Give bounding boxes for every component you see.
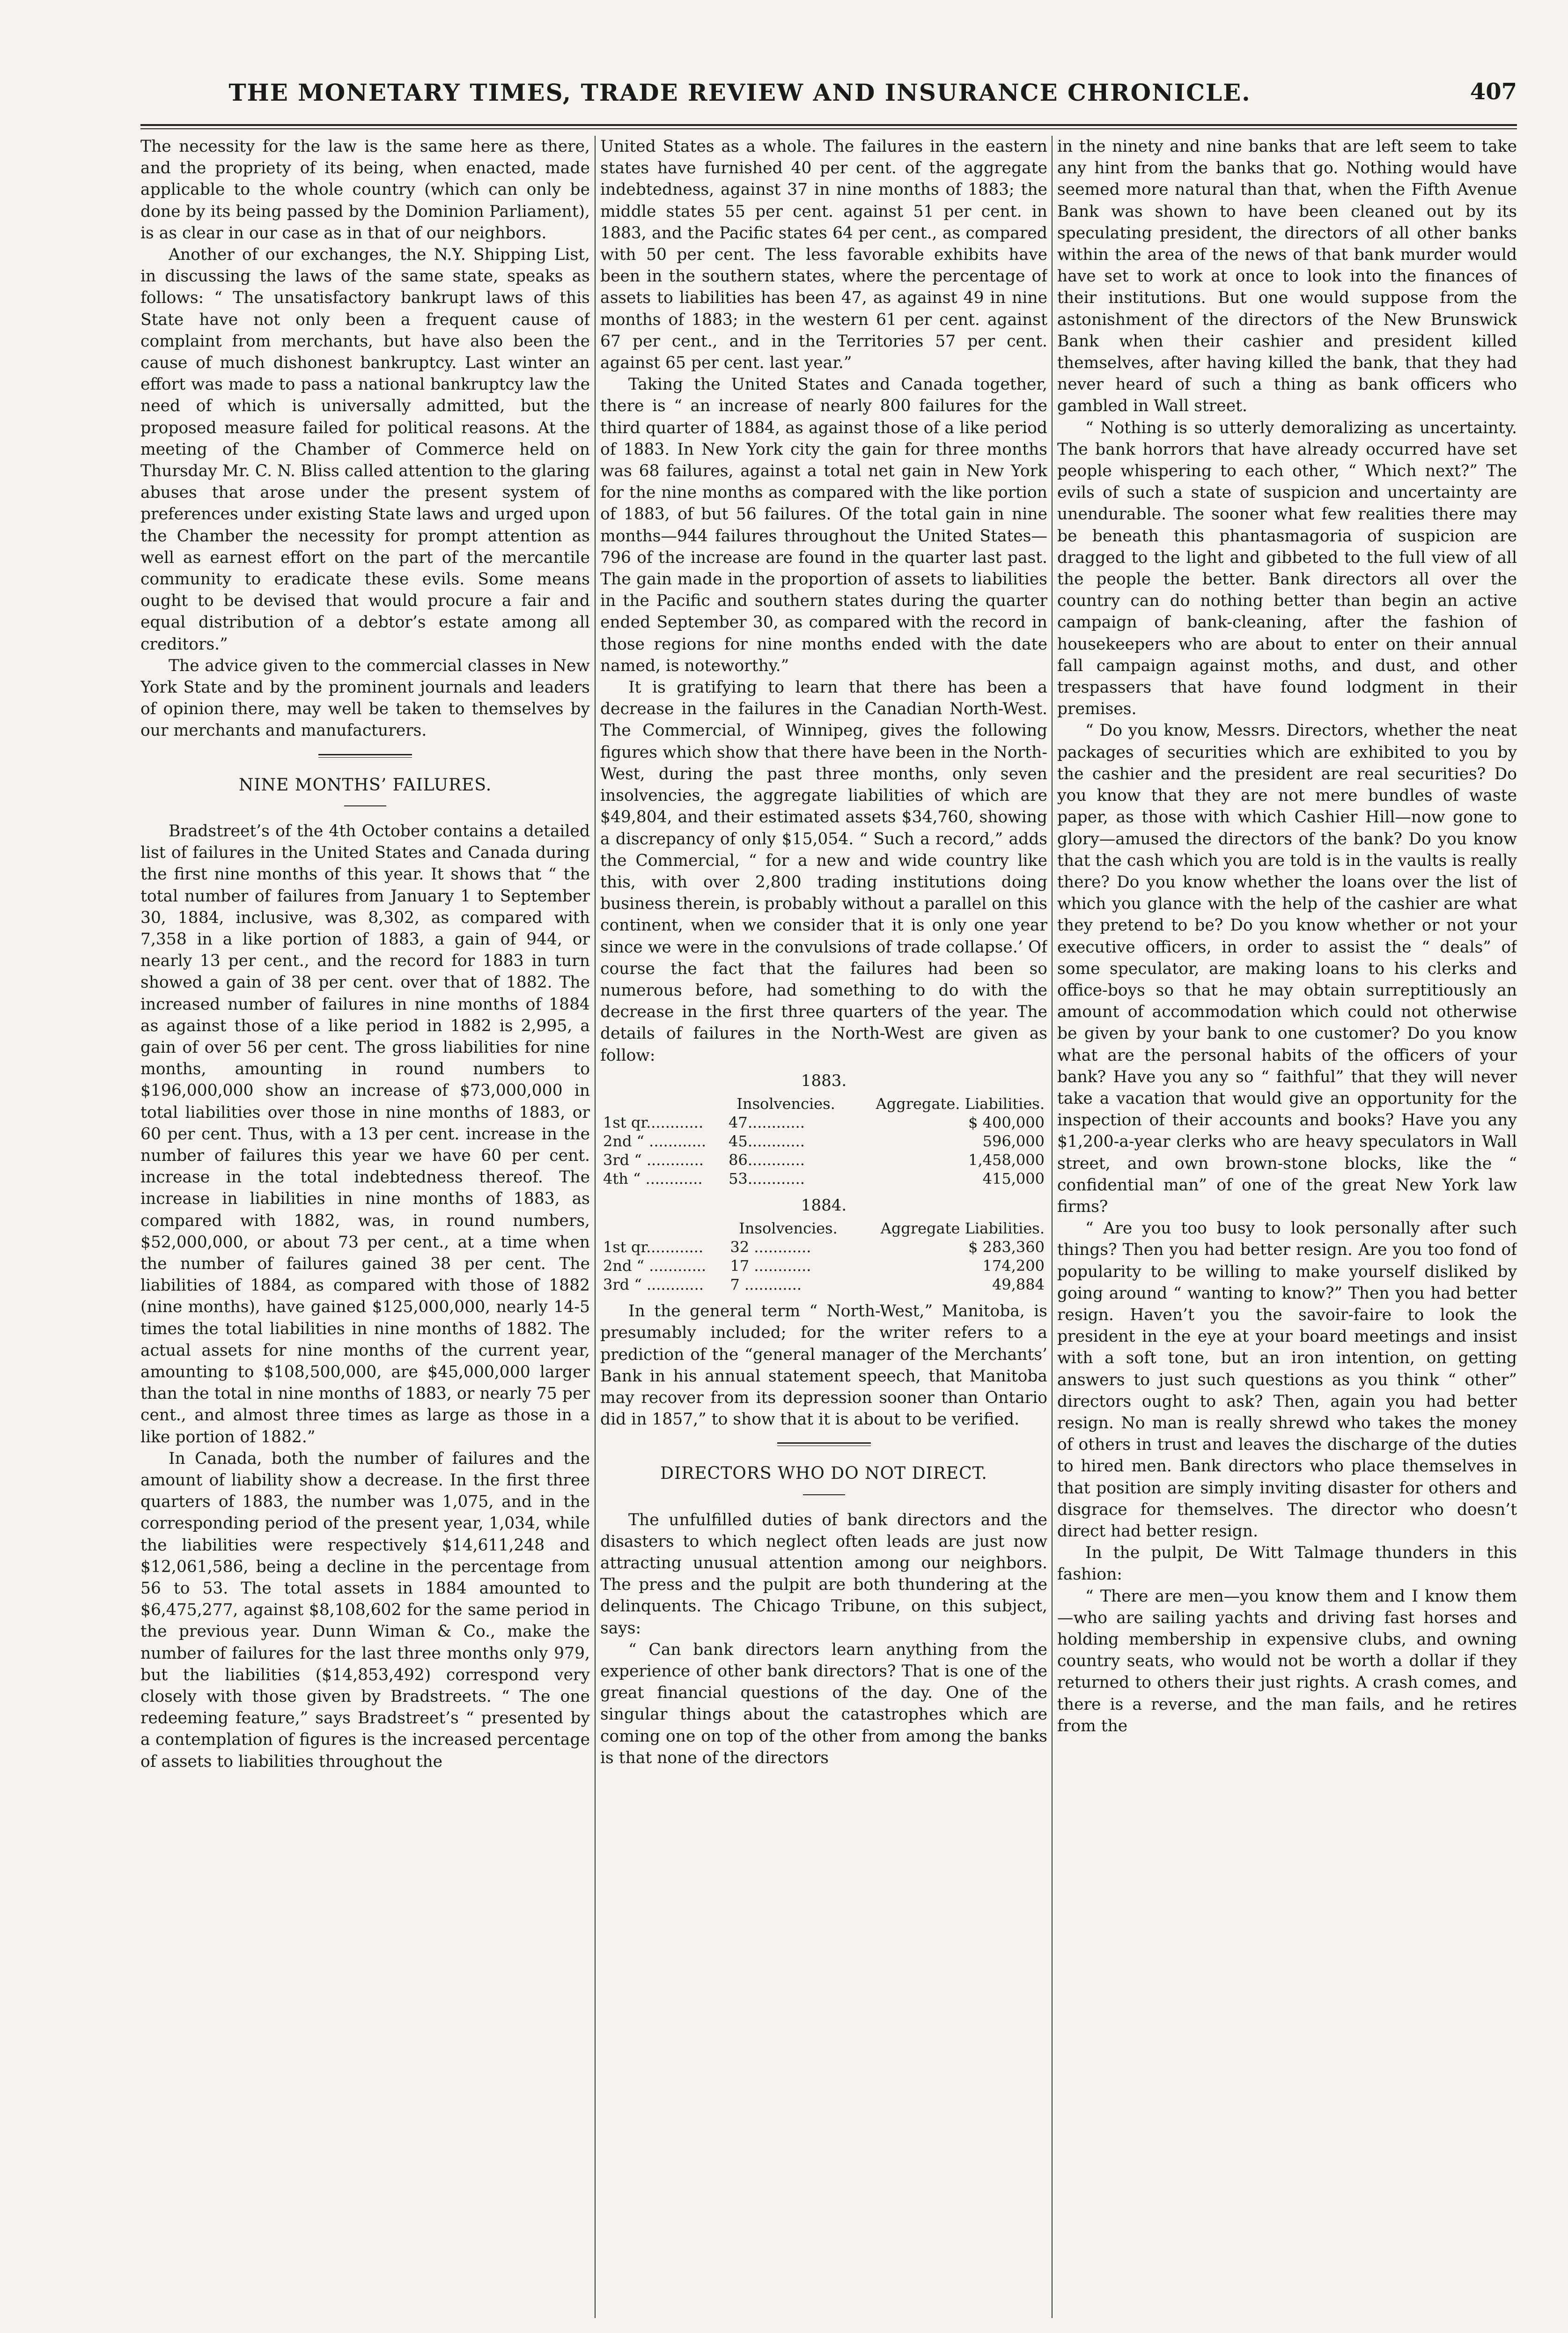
table-row [600,1169,1047,1188]
paragraph: In the pulpit, De Witt Talmage thunders in this fashion: [1057,1543,1517,1584]
column-divider [1052,136,1053,2318]
table-row [600,1275,1047,1294]
failures-table-1883 [600,1094,1047,1188]
table-cell: 17 ............ [730,1257,811,1275]
paragraph: Taking the United States and Canada together, there is “ an increase of nearly 800 failures for the third quarter of 1884, as against those of a like period of 1883. In New York city the gain for three months was 68 failures, against a total net gain in New York for the nine months as compared with the like portion of 1883, of but 56 failures. Of the total gain in nine months—944 failures throughout the United States—796 of the increase are found in the quarter last past. The gain made in the proportion of assets to liabilities in the Pacific and southern states during the quarter ended September 30, as compared with the record in those regions for nine months ended with the date named, is noteworthy.” [600,375,1047,675]
table-cell: 1st qr............ [603,1238,704,1256]
masthead-title: THE MONETARY TIMES, TRADE REVIEW AND INSURANCE CHRONICLE. [228,79,1251,106]
table-cell: 415,000 [982,1169,1045,1188]
header-rule [140,124,1517,126]
page-number: 407 [1470,79,1517,105]
paragraph: The unfulfilled duties of bank directors and the disasters to which neglect often leads are just now attracting unusual attention among our neighbors. The press and the pulpit are both thundering at the delinquents. The Chicago Tribune, on this subject, says: [600,1510,1047,1638]
table-row [600,1132,1047,1151]
paragraph: In the general term “ North-West,” Manitoba, is presumably included; for the writer refers to a prediction of the “general manager of the Merchants’ Bank in his annual statement speech, that Manitoba may recover from its depression sooner than Ontario did in 1857,” to show that it is about to be verified. [600,1302,1047,1429]
table-header: Aggregate. Liabilities. [876,1094,1045,1113]
table-cell: 45............ [729,1132,805,1150]
table-header: Aggregate Liabilities. [880,1219,1045,1238]
paragraph: in the ninety and nine banks that are left seem to take any hint from the banks that go. Nothing would have seemed more natural than that, when the Fifth Avenue Bank was shown to have been cleaned out by its speculating president, the directors of all other banks within the area of the news of that bank murder would have set to work at once to look into the finances of their institutions. But one would suppose from the astonishment of the directors of the New Brunswick Bank when their cashier and president killed themselves, after having killed the bank, that they had never heard of such a thing as bank officers who gambled in Wall street. [1057,137,1517,416]
table-cell: 2nd “ ............ [603,1132,707,1150]
paragraph: “ There are men—you know them and I know them—who are sailing yachts and driving fast horses and holding membership in expensive clubs, and owning country seats, who would not be worth a dollar if they returned to others their just rights. A crash comes, and there is a reverse, and the man fails, and he retires from the [1057,1587,1517,1735]
table-header: Insolvencies. [736,1094,835,1113]
section-heading: NINE MONTHS’ FAILURES. [238,775,492,795]
table-cell: 86............ [729,1151,805,1169]
table-cell: 32 ............ [730,1238,811,1256]
table-row [600,1151,1047,1169]
table-cell: 1st qr............ [603,1113,704,1131]
table-year: 1884. [801,1196,847,1215]
table-cell: $ 283,360 [968,1238,1045,1256]
paragraph: United States as a whole. The failures in the eastern states have furnished 40 per cent. of the aggregate indebtedness, against 37 in nine months of 1883; the middle states 55 per cent. against 51 per cent. in 1883, and the Pacific states 64 per cent., as compared with 50 per cent. The less favorable exhibits have been in the southern states, where the percentage of assets to liabilities has been 47, as against 49 in nine months of 1883; in the western 61 per cent. against 67 per cent., and in the Territories 57 per cent. against 65 per cent. last year.” [600,137,1047,373]
table-cell: 1,458,000 [968,1151,1045,1169]
failures-table-1884 [600,1219,1047,1294]
section-heading: DIRECTORS WHO DO NOT DIRECT. [660,1464,987,1484]
table-cell: 596,000 [982,1132,1045,1150]
table-cell: 174,200 [982,1257,1045,1275]
section-rule [777,1442,871,1446]
table-cell: 2nd “ ............ [603,1257,707,1275]
paragraph: It is gratifying to learn that there has been a decrease in the failures in the Canadian North-West. The Commercial, of Winnipeg, gives the following figures which show that there have been in the North-West, during the past three months, only seven insolvencies, the aggregate liabilities of which are $49,804, and their estimated assets $34,760, showing a discrepancy of only $15,054. “ Such a record,” adds the Commercial, “ for a new and wide country like this, with over 2,800 trading institutions doing business therein, is probably without a parallel on this continent, when we consider that it is only one year since we were in the convulsions of trade collapse.’ Of course the fact that the failures had been so numerous before, had something to do with the decrease in the first three quarters of the year. The details of failures in the North-West are given as follow: [600,678,1047,1065]
table-cell: 53............ [729,1169,805,1188]
paragraph: “ Do you know, Messrs. Directors, whether the neat packages of securities which are exhibited to you by the cashier and the president are real securities? Do you know that they are not mere bundles of waste paper, as those with which Cashier Hill—now gone to glory—amused the directors of the bank? Do you know that the cash which you are told is in the vaults is really there? Do you know whether the loans over the list of which you glance with the help of the cashier are what they pretend to be? Do you know whether or not your executive officers, in order to assist the “ deals” of some speculator, are making loans to his clerks and office-boys so that he may obtain surreptitiously an amount of accommodation which could not otherwise be given by your bank to one customer? Do you know what are the personal habits of the officers of your bank? Have you any so “ faithful” that they will never take a vacation that would give an opportunity for the inspection of their accounts and books? Have you any $1,200-a-year clerks who are heavy speculators in Wall street, and own brown-stone blocks, like the “ confidential man” of one of the great New York law firms? [1057,721,1517,1216]
table-year: 1883. [801,1071,847,1090]
heading-rule [803,1494,845,1495]
column-3 [1057,136,1517,2318]
table-cell: 3rd “ ............ [603,1276,704,1294]
table-header: Insolvencies. [739,1219,838,1238]
table-cell: 4th “ ............ [603,1169,703,1188]
paragraph: “ Nothing is so utterly demoralizing as uncertainty. The bank horrors that have already occurred have set people whispering to each other, “ Which next?” The evils of such a state of suspicion and uncertainty are unendurable. The sooner what few realities there may be beneath this phantasmagoria of suspicion are dragged to the light and gibbeted to the full view of all the people the better. Bank directors all over the country can do nothing better than begin an active campaign of bank-cleaning, after the fashion of housekeepers who are about to enter on their annual fall campaign against moths, and dust, and other trespassers that have found lodgment in their premises. [1057,418,1517,719]
page-header [140,70,1517,122]
table-cell: $ 400,000 [968,1113,1045,1131]
paragraph: The necessity for the law is the same here as there, and the propriety of its being, when enacted, made applicable to the whole country (which can only be done by its being passed by the Dominion Parliament), is as clear in our case as in that of our neighbors. [140,137,590,243]
table-cell: 7 ............ [730,1276,802,1294]
table-row [600,1238,1047,1256]
paragraph: “ Are you too busy to look personally after such things? Then you had better resign. Are you too fond of popularity to be willing to make yourself disliked by going around “ wanting to know?” Then you had better resign. Haven’t you the savoir-faire to look the president in the eye at your board meetings and insist with a soft tone, but an iron intention, on getting answers to just such questions as you think “ other” directors ought to ask? Then, again you had better resign. No man is really shrewd who takes the money of others in trust and leaves the discharge of the duties to hired men. Bank directors who place themselves in that position are simply inviting disaster for others and disgrace for themselves. The director who doesn’t direct had better resign. [1057,1219,1517,1541]
paragraph: Another of our exchanges, the N.Y. Shipping List, in discussing the laws of the same state, speaks as follows: “ The unsatisfactory bankrupt laws of this State have not only been a frequent cause of complaint from merchants, but have also been the cause of much dishonest bankruptcy. Last winter an effort was made to pass a national bankruptcy law the need of which is universally admitted, but the proposed measure failed for political reasons. At the meeting of the Chamber of Commerce held on Thursday Mr. C. N. Bliss called attention to the glaring abuses that arose under the present system of preferences under existing State laws and urged upon the Chamber the necessity for prompt attention as well as earnest effort on the part of the mercantile community to eradicate these evils. Some means ought to be devised that would procure a fair and equal distribution of a debtor’s estate among all creditors.” [140,245,590,654]
table-cell: 49,884 [992,1276,1045,1294]
heading-rule [344,805,386,806]
paragraph: “ Can bank directors learn anything from the experience of other bank directors? That is one of the great financial questions of the day. One of the singular things about the catastrophes which are coming one on top of the other from among the banks is that none of the directors [600,1640,1047,1767]
paragraph: In Canada, both the number of failures and the amount of liability show a decrease. In the first three quarters of 1883, the number was 1,075, and in the corresponding period of the present year, 1,034, while the liabilities were respectively $14,611,248 and $12,061,586, being a decline in the percentage from 56 to 53. The total assets in 1884 amounted to $6,475,277, against $8,108,602 for the same period in the previous year. Dunn Wiman & Co., make the number of failures for the last three months only 979, but the liabilities ($14,853,492) correspond very closely with those given by Bradstreets. “ The one redeeming feature,” says Bradstreet’s “ presented by a contemplation of figures is the increased percentage of assets to liabilities throughout the [140,1449,590,1771]
column-1 [140,136,590,2318]
column-divider [595,136,596,2318]
column-2 [600,136,1047,2318]
section-rule [318,754,412,758]
table-cell: 3rd “ ............ [603,1151,704,1169]
table-row [600,1256,1047,1275]
header-rule-thin [140,128,1517,129]
paragraph: Bradstreet’s of the 4th October contains a detailed list of failures in the United States and Canada during the first nine months of this year. It shows that “ the total number of failures from January 1 to September 30, 1884, inclusive, was 8,302, as compared with 7,358 in a like portion of 1883, a gain of 944, or nearly 13 per cent., and the record for 1883 in turn showed a gain of 38 per cent. over that of 1882. The increased number of failures in nine months of 1884 as against those of a like period in 1882 is 2,995, a gain of over 56 per cent. The gross liabilities for nine months, amounting in round numbers to $196,000,000 show an increase of $73,000,000 in total liabilities over those in nine months of 1883, or 60 per cent. Thus, with a 13 per cent. increase in the number of failures this year we have 60 per cent. increase in the total indebtedness thereof. The increase in liabilities in nine months of 1883, as compared with 1882, was, in round numbers, $52,000,000, or about 73 per cent., at a time when the number of failures gained 38 per cent. The liabilities of 1884, as compared with those of 1882 (nine months), have gained $125,000,000, nearly 14-5 times the total liabilities in nine months of 1882. The actual assets for nine months of the current year, amounting to $108,500,000, are $45,000,000 larger than the total in nine months of 1883, or nearly 75 per cent., and almost three times as large as those in a like portion of 1882.” [140,821,590,1447]
table-cell: 47............ [729,1113,805,1131]
paragraph: The advice given to the commercial classes in New York State and by the prominent journals and leaders of opinion there, may well be taken to themselves by our merchants and manufacturers. [140,656,590,740]
table-row [600,1113,1047,1132]
